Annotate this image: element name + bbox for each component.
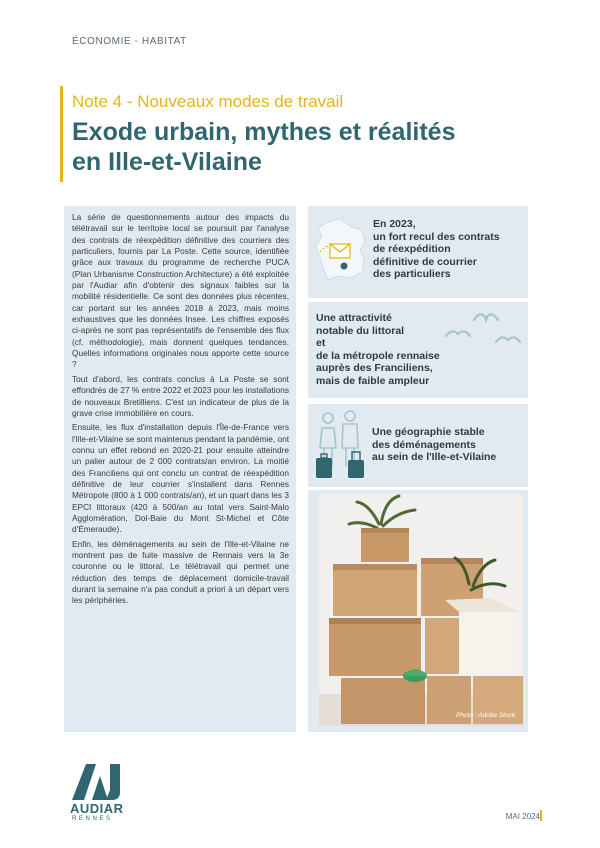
publication-date: MAI 2024 [505, 812, 540, 821]
key-finding-card-1 [308, 206, 528, 298]
category-label: ÉCONOMIE - HABITAT [72, 36, 187, 47]
card-2-line: mais de faible ampleur [316, 374, 430, 387]
moving-boxes-illustration [319, 494, 523, 726]
logo-wordmark: AUDIAR [70, 801, 124, 816]
card-2-text [316, 312, 440, 387]
card-1-line: En 2023, [373, 218, 416, 230]
card-1-line: de réexpédition [373, 243, 451, 255]
card-1-line: des particuliers [373, 268, 451, 280]
page-title [72, 117, 542, 177]
card-1-line: définitive de courrier [373, 255, 477, 268]
card-1-line: un fort recul des contrats [373, 230, 500, 243]
card-3-line: au sein de l'Ille-et-Vilaine [372, 451, 497, 463]
key-finding-card-2 [308, 302, 528, 398]
audiar-logo-mark [70, 762, 130, 802]
page-title-line-2: en Ille-et-Vilaine [72, 148, 262, 176]
card-2-line: et [316, 337, 326, 349]
logo-city: RENNES [72, 816, 113, 822]
page-subtitle: Note 4 - Nouveaux modes de travail [72, 92, 344, 111]
card-2-line: auprès des Franciliens, [316, 362, 433, 374]
body-text-column [64, 206, 296, 732]
body-paragraph-1: La série de questionnements autour des impacts du télétravail sur le territoire local se poursuit par l'analyse des contrats de réexpédition définitive des courriers des particuliers, fournis par La Poste. Cette source, identifiée grâce aux travaux du programme de recherche PUCA (Plan Urbanisme Construction Architecture) a été exploitée par l'Audiar afin d'obtenir des signaux faibles sur la mobilité résidentielle. Ce sont des données plus récentes, car portant sur les années 2018 à 2023, mais moins exhaustives que les données Insee. Les chiffres exposés ci-après ne sont pas représentatifs de l'ensemble des flux (cf. méthodologie), mais donnent quelques tendances. Quelles informations originales nous apporte cette source ? [72, 212, 289, 370]
date-accent-bar [540, 810, 542, 821]
title-accent-bar [60, 86, 63, 182]
photo-credit: Photo : Adobe Stock. [456, 712, 517, 719]
france-map-envelope-icon [310, 216, 372, 286]
body-paragraph-2: Tout d'abord, les contrats conclus à La Poste se sont effondrés de 27 % entre 2022 et 2023 pour les installations de nouveaux Bretilliens. C'est un indicateur de plus de la grave crise immobilière en cours. [72, 373, 289, 418]
card-3-text [372, 426, 496, 464]
travellers-suitcases-icon [312, 408, 372, 484]
card-3-line: des déménagements [372, 438, 476, 451]
body-paragraph-4: Enfin, les déménagements au sein de l'Ille-et-Vilaine ne montrent pas de fuite massive de Rennais vers la 3e couronne ou le littoral. Le télétravail qui permet une réduction des temps de déplacement domicile-travail durant la semaine n'a pas conduit a priori à un départ vers les périphéries. [72, 538, 289, 606]
photo-panel [308, 490, 528, 732]
card-3-line: Une géographie stable [372, 426, 485, 438]
card-2-line: notable du littoral [316, 324, 405, 337]
card-1-text [373, 218, 500, 281]
card-2-line: de la métropole rennaise [316, 349, 440, 362]
seagulls-icon [444, 302, 524, 362]
key-finding-card-3 [308, 404, 528, 487]
body-paragraph-3: Ensuite, les flux d'installation depuis l'Île-de-France vers l'Ille-et-Vilaine se sont maintenus pendant la pandémie, ont connu un effet rebond en 2020-21 pour ensuite atteindre un palier autour de 2 000 contrats/an environ. La moitié des Franciliens qui ont conclu un contrat de réexpédition définitive de leur courrier s'installent dans Rennes Métropole (800 à 1 000 contrats/an), et un quart dans les 3 EPCI littoraux (420 à 500/an au total vers Saint-Malo Agglomération, Dol-Baie du Mont St-Michel et Côte d'Émeraude). [72, 422, 289, 535]
card-2-line: Une attractivité [316, 312, 392, 324]
moving-boxes-photo [319, 494, 523, 726]
page-title-line-1: Exode urbain, mythes et réalités [72, 118, 456, 146]
